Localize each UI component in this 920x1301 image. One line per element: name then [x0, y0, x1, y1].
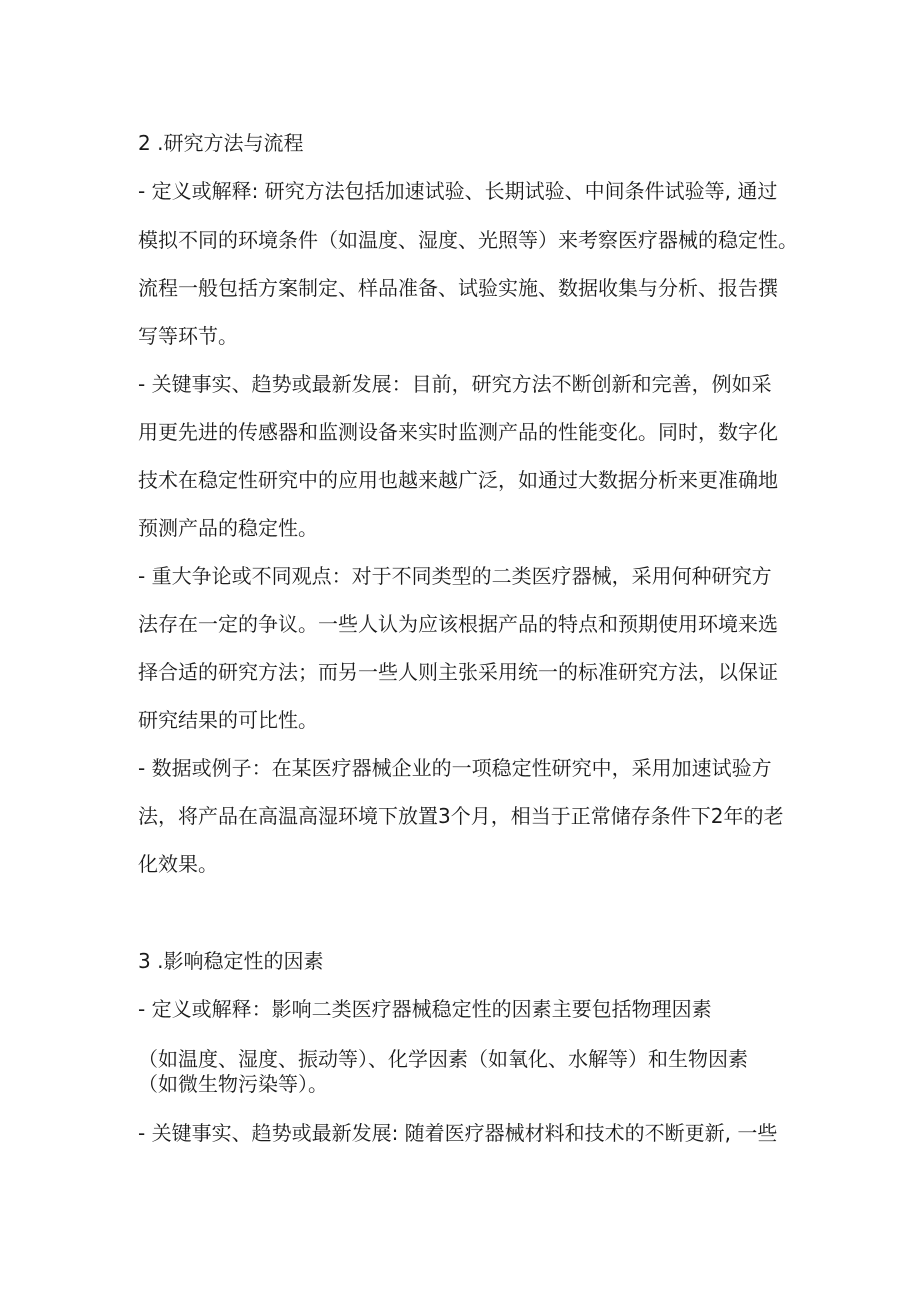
- section-2-line: 预测产品的稳定性。: [138, 516, 318, 540]
- section-3-factors-line: （如温度、湿度、振动等）、化学因素（如氧化、水解等）和生物因素: [138, 1047, 748, 1071]
- section-2-line: 模拟不同的环境条件（如温度、湿度、光照等）来考察医疗器械的稳定性。: [138, 228, 798, 252]
- section-2-line: 用更先进的传感器和监测设备来实时监测产品的性能变化。同时，数字化: [138, 420, 778, 444]
- section-2-line: - 定义或解释: 研究方法包括加速试验、长期试验、中间条件试验等, 通过: [138, 179, 778, 203]
- section-2-line: 技术在稳定性研究中的应用也越来越广泛，如通过大数据分析来更准确地: [138, 468, 778, 492]
- section-2-line: 法存在一定的争议。一些人认为应该根据产品的特点和预期使用环境来选: [138, 612, 778, 636]
- section-2-line: 择合适的研究方法；而另一些人则主张采用统一的标准研究方法，以保证: [138, 660, 778, 684]
- section-3-heading: 3 .影响稳定性的因素: [138, 949, 324, 973]
- section-2-line: 研究结果的可比性。: [138, 708, 318, 732]
- section-3-factors-line: （如微生物污染等）。: [138, 1072, 328, 1096]
- section-2-heading: 2 .研究方法与流程: [138, 131, 304, 155]
- section-2-line: - 关键事实、趋势或最新发展：目前，研究方法不断创新和完善，例如采: [138, 372, 772, 396]
- section-3-trend-line: - 关键事实、趋势或最新发展: 随着医疗器械材料和技术的不断更新, 一些: [138, 1121, 778, 1145]
- section-2-line: 写等环节。: [138, 324, 238, 348]
- section-2-line: 化效果。: [138, 852, 218, 876]
- section-2-line: - 数据或例子：在某医疗器械企业的一项稳定性研究中，采用加速试验方: [138, 756, 772, 780]
- section-2-line: 流程一般包括方案制定、样品准备、试验实施、数据收集与分析、报告撰: [138, 276, 778, 300]
- section-2-line: 法，将产品在高温高湿环境下放置3个月，相当于正常储存条件下2年的老: [138, 804, 784, 828]
- section-3-definition-line: - 定义或解释：影响二类医疗器械稳定性的因素主要包括物理因素: [138, 997, 712, 1021]
- section-2-line: - 重大争论或不同观点：对于不同类型的二类医疗器械，采用何种研究方: [138, 564, 772, 588]
